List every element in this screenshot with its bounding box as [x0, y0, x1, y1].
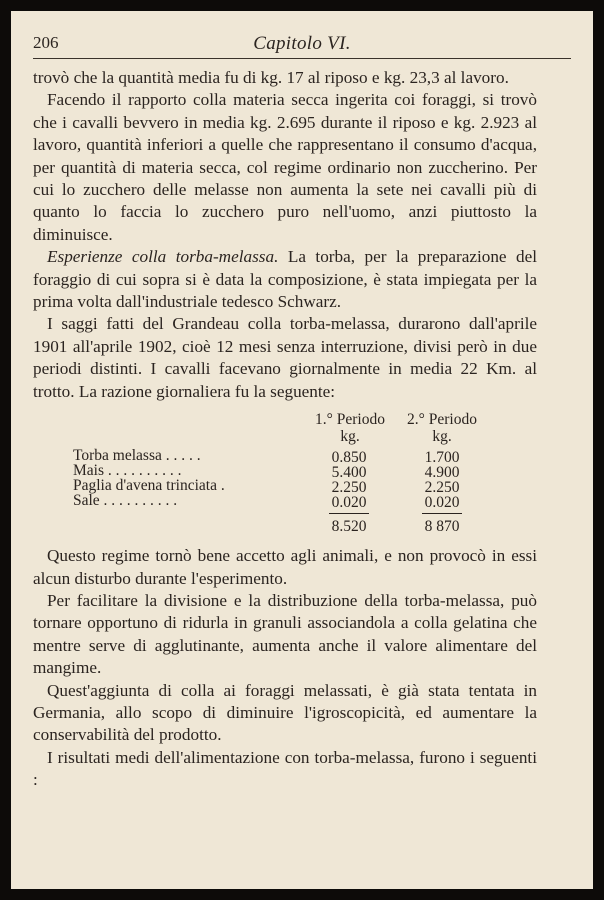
row-value-p2: 4.900 [424, 464, 460, 482]
col-header-period-2: 2.° Periodo [407, 411, 477, 429]
row-value-p1: 5.400 [331, 464, 367, 482]
sum-rule-p2 [422, 513, 462, 514]
chapter-title: Capitolo VI. [253, 33, 351, 54]
sum-rule-p1 [329, 513, 369, 514]
row-value-p2: 0.020 [424, 494, 460, 512]
paragraph: I saggi fatti del Grandeau colla torba-melassa, durarono dall'aprile 1901 all'aprile 1902, cioè 12 mesi senza interruzione, divisi però in due periodi distinti. I cavalli facevano giornalmente in media 22 Km. al trotto. La razione giornaliera fu la seguente: [33, 314, 537, 401]
section-lead: Esperienze colla torba-melassa. [47, 247, 279, 267]
row-value-p1: 2.250 [331, 479, 367, 497]
paragraph: Facendo il rapporto colla materia secca ingerita coi foraggi, si trovò che i cavalli bevvero in media kg. 2.695 durante il riposo e kg. 2.923 al lavoro, quantità inferiori a quelle che rappresentano il consumo d'acqua, per quantità di materia secca, col regime ordinario non zuccherino. Per cui lo zucchero delle melasse non aumenta la sete nei cavalli più di quanto lo faccia lo zucchero puro nell'uomo, anzi piuttosto la diminuisce. [33, 90, 537, 244]
unit-period-2: kg. [432, 428, 452, 446]
row-label: Mais . . . . . . . . . . [73, 462, 182, 480]
row-label: Torba melassa . . . . . [73, 447, 201, 465]
row-value-p1: 0.850 [331, 449, 367, 467]
paragraph: Per facilitare la divisione e la distribuzione della torba-melassa, può tornare opportuno di ridurla in granuli associandola a colla gelatina che mentre serve di agglutinante, aumenta anche il valore alimentare del mangime. [33, 590, 537, 678]
paragraph: I risultati medi dell'alimentazione con torba-melassa, furono i seguenti : [33, 747, 537, 790]
paragraph: Questo regime tornò bene accetto agli animali, e non provocò in essi alcun disturbo durante l'esperimento. [33, 546, 537, 588]
unit-period-1: kg. [340, 428, 360, 446]
paragraph [33, 246, 537, 313]
book-page [11, 11, 593, 889]
col-header-period-1: 1.° Periodo [315, 411, 385, 429]
total-p1: 8.520 [331, 518, 367, 536]
paragraph: Quest'aggiunta di colla ai foraggi melassati, è già stata tentata in Germania, allo scopo di diminuire l'igroscopicità, ed aumentare la conservabilità del prodotto. [33, 680, 537, 745]
row-label: Sale . . . . . . . . . . [73, 492, 178, 510]
row-value-p1: 0.020 [331, 494, 367, 512]
header-rule [33, 58, 571, 59]
total-p2: 8 870 [424, 518, 460, 536]
row-value-p2: 2.250 [424, 479, 460, 497]
ration-table [33, 405, 537, 545]
page-body [33, 67, 537, 792]
row-value-p2: 1.700 [424, 449, 460, 467]
row-label: Paglia d'avena trinciata . [73, 477, 225, 495]
page-header [11, 29, 593, 55]
page-number: 206 [33, 33, 59, 52]
paragraph-text: La torba, per la preparazione del foraggio di cui sopra si è data la composizione, è stata impiegata per la prima volta dall'industriale tedesco Schwarz. [33, 247, 538, 312]
paragraph: trovò che la quantità media fu di kg. 17 al riposo e kg. 23,3 al lavoro. [33, 68, 509, 87]
